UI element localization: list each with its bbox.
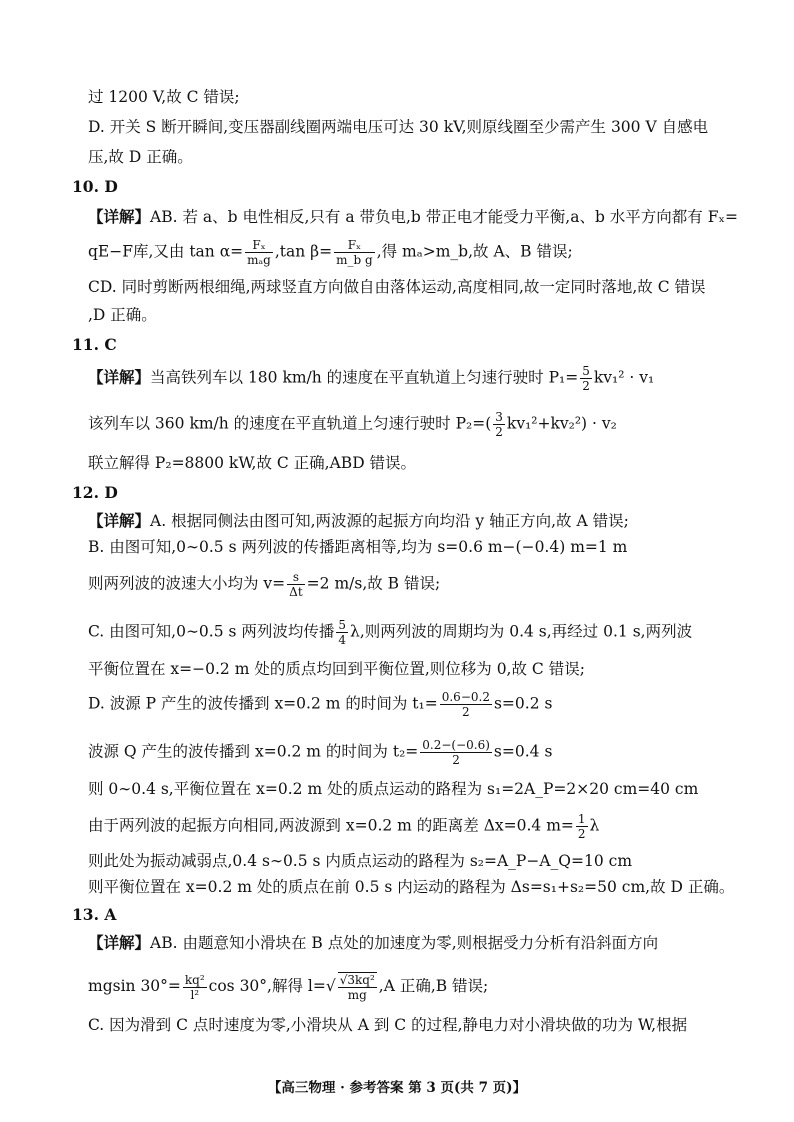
fraction: $\frac{\text{Fₓ}}{\text{mₐg}}$	[247, 238, 271, 267]
text-line: 过 1200 V,故 C 错误;	[88, 88, 240, 106]
text-line: B. 由图可知,0∼0.5 s 两列波的传播距离相等,均为 s=0.6 m−(−0.4) m=1 m	[88, 538, 628, 556]
text-line-with-fractions: 则两列波的波速大小均为 v= $\frac{s}{\Delta t}$ =2 m/s,故 B 错误;	[88, 570, 441, 599]
text-line-with-fractions: 该列车以 360 km/h 的速度在平直轨道上匀速行驶时 P₂=( $\frac{3}{2}$ kv₁²+kv₂²) · v₂	[88, 410, 617, 439]
explain-tag: 【详解】	[88, 207, 151, 226]
text-line-with-fractions: 波源 Q 产生的波传播到 x=0.2 m 的时间为 t₂= $\frac{0.2-(-0.6)}{2}$ s=0.4 s	[88, 738, 553, 767]
fraction: $\frac{0.6-0.2}{2}$	[441, 690, 490, 719]
text-line: 【详解】A. 根据同侧法由图可知,两波源的起振方向均沿 y 轴正方向,故 A 错误;	[88, 511, 629, 530]
text-line: ,D 正确。	[88, 306, 157, 324]
text-line-with-fractions: qE−F库,又由 tan α= $\frac{\text{Fₓ}}{\text{mₐg}}$ ,tan β= $\frac{\text{Fₓ}}{\text{m\_b g}}$ ,得 mₐ>m_b,故 A、B 错误;	[88, 238, 573, 267]
text-line: C. 因为滑到 C 点时速度为零,小滑块从 A 到 C 的过程,静电力对小滑块做的功为 W,根据	[88, 1016, 688, 1034]
text-line: 则 0∼0.4 s,平衡位置在 x=0.2 m 处的质点运动的路程为 s₁=2A_P=2×20 cm=40 cm	[88, 780, 699, 798]
text-line: CD. 同时剪断两根细绳,两球竖直方向做自由落体运动,高度相同,故一定同时落地,故 C 错误	[88, 278, 706, 296]
fraction: $\frac{\text{√3kq²}}{mg}$	[339, 973, 375, 1002]
fraction: $\frac{\text{kq²}}{\text{l²}}$	[184, 972, 205, 1002]
fraction: $\frac{1}{2}$	[577, 812, 586, 841]
text-line-with-fractions: 由于两列波的起振方向相同,两波源到 x=0.2 m 的距离差 Δx=0.4 m= $\frac{1}{2}$ λ	[88, 812, 600, 841]
text-line-with-fractions: mgsin 30°= $\frac{\text{kq²}}{\text{l²}}$ cos 30°,解得 l=√ $\frac{\text{√3kq²}}{mg}$ ,A 正确,B 错误;	[88, 972, 489, 1002]
text-line: 【详解】AB. 若 a、b 电性相反,只有 a 带负电,b 带正电才能受力平衡,a、b 水平方向都有 Fₓ=	[88, 207, 739, 226]
question-number: 13. A	[72, 905, 117, 924]
text-line: 平衡位置在 x=−0.2 m 处的质点均回到平衡位置,则位移为 0,故 C 错误;	[88, 660, 585, 678]
text-line: 则平衡位置在 x=0.2 m 处的质点在前 0.5 s 内运动的路程为 Δs=s₁+s₂=50 cm,故 D 正确。	[88, 878, 735, 896]
fraction: $\frac{\text{Fₓ}}{\text{m\_b g}}$	[336, 238, 373, 267]
text-line: 【详解】AB. 由题意知小滑块在 B 点处的加速度为零,则根据受力分析有沿斜面方向	[88, 933, 659, 952]
text-line: 压,故 D 正确。	[88, 148, 193, 166]
fraction: $\frac{0.2-(-0.6)}{2}$	[422, 738, 490, 767]
fraction: $\frac{5}{4}$	[338, 618, 347, 647]
page-footer: 【高三物理 · 参考答案 第 3 页(共 7 页)】	[267, 1080, 527, 1096]
question-number: 11. C	[72, 335, 117, 354]
text-line: D. 开关 S 断开瞬间,变压器副线圈两端电压可达 30 kV,则原线圈至少需产生 300 V 自感电	[88, 118, 709, 136]
text-line-with-fractions: C. 由图可知,0∼0.5 s 两列波均传播 $\frac{5}{4}$ λ,则两列波的周期均为 0.4 s,再经过 0.1 s,两列波	[88, 618, 693, 647]
question-number: 10. D	[72, 177, 118, 196]
fraction: $\frac{5}{2}$	[582, 364, 590, 393]
text-line: 联立解得 P₂=8800 kW,故 C 正确,ABD 错误。	[88, 454, 417, 472]
text-line-with-fractions: D. 波源 P 产生的波传播到 x=0.2 m 的时间为 t₁= $\frac{0.6-0.2}{2}$ s=0.2 s	[88, 690, 553, 719]
question-number: 12. D	[72, 483, 118, 502]
text-line-with-fractions: 【详解】当高铁列车以 180 km/h 的速度在平直轨道上匀速行驶时 P₁= $\frac{5}{2}$ kv₁² · v₁	[88, 364, 655, 393]
fraction: $\frac{s}{\Delta t}$	[289, 570, 303, 599]
fraction: $\frac{3}{2}$	[495, 410, 503, 439]
text-line: 则此处为振动减弱点,0.4 s∼0.5 s 内质点运动的路程为 s₂=A_P−A_Q=10 cm	[88, 852, 633, 870]
